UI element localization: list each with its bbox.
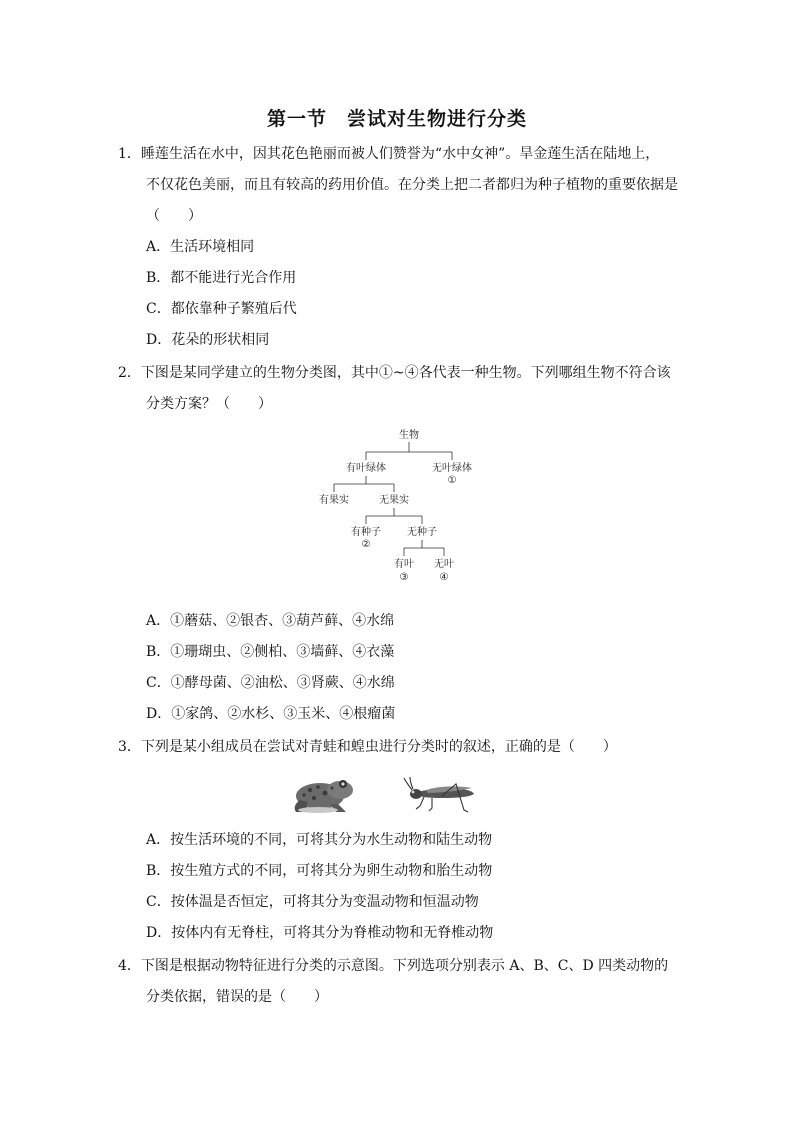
q2-option-c: C．①酵母菌、②油松、③肾蕨、④水绵: [146, 675, 395, 691]
tree-node-no-seed: 无种子: [407, 527, 437, 538]
tree-node-no-chlorophyll: 无叶绿体: [432, 463, 472, 474]
tree-node-has-fruit: 有果实: [319, 495, 349, 506]
q4-stem-line2: 分类依据，错误的是（ ）: [146, 989, 328, 1005]
classification-tree-diagram: [300, 422, 500, 602]
tree-node-root: 生物: [399, 430, 419, 441]
q2-option-d: D．①家鸽、②水杉、③玉米、④根瘤菌: [146, 706, 396, 722]
q2-stem-line1: 2．下图是某同学建立的生物分类图，其中①~④各代表一种生物。下列哪组生物不符合该: [118, 365, 671, 381]
q2-option-a: A．①蘑菇、②银杏、③葫芦藓、④水绵: [146, 613, 395, 629]
q1-stem-line2: 不仅花色美丽，而且有较高的药用价值。在分类上把二者都归为种子植物的重要依据是: [146, 177, 678, 193]
tree-mark-4: ④: [439, 572, 449, 583]
q2-stem-line2: 分类方案？（ ）: [146, 396, 272, 412]
grasshopper-image: [402, 776, 482, 816]
tree-mark-2: ②: [361, 539, 371, 550]
q1-answer-blank: （ ）: [146, 208, 202, 224]
tree-mark-3: ③: [399, 572, 409, 583]
page-title: 第一节 尝试对生物进行分类: [266, 108, 527, 130]
q2-option-b: B．①珊瑚虫、②侧柏、③墙藓、④衣藻: [146, 644, 395, 660]
frog-image: [290, 770, 360, 816]
tree-node-no-fruit: 无果实: [379, 495, 409, 506]
q3-option-c: C．按体温是否恒定，可将其分为变温动物和恒温动物: [146, 894, 479, 910]
q1-option-c: C．都依靠种子繁殖后代: [146, 301, 297, 317]
q1-stem-line1: 1．睡莲生活在水中，因其花色艳丽而被人们赞誉为“水中女神”。旱金莲生活在陆地上，: [118, 146, 660, 162]
q1-option-d: D．花朵的形状相同: [146, 332, 270, 348]
tree-node-has-leaf: 有叶: [394, 559, 414, 570]
q3-stem-line1: 3．下列是某小组成员在尝试对青蛙和蝗虫进行分类时的叙述，正确的是（ ）: [118, 739, 617, 755]
q3-option-b: B．按生殖方式的不同，可将其分为卵生动物和胎生动物: [146, 863, 493, 879]
q3-option-a: A．按生活环境的不同，可将其分为水生动物和陆生动物: [146, 832, 493, 848]
tree-node-has-seed: 有种子: [351, 527, 381, 538]
q1-option-a: A．生活环境相同: [146, 239, 255, 255]
tree-node-no-leaf: 无叶: [434, 559, 454, 570]
q4-stem-line1: 4．下图是根据动物特征进行分类的示意图。下列选项分别表示 A、B、C、D 四类动物的: [118, 958, 669, 974]
tree-mark-1: ①: [447, 475, 457, 486]
tree-node-has-chlorophyll: 有叶绿体: [346, 463, 386, 474]
q3-option-d: D．按体内有无脊柱，可将其分为脊椎动物和无脊椎动物: [146, 925, 494, 941]
q1-option-b: B．都不能进行光合作用: [146, 270, 297, 286]
